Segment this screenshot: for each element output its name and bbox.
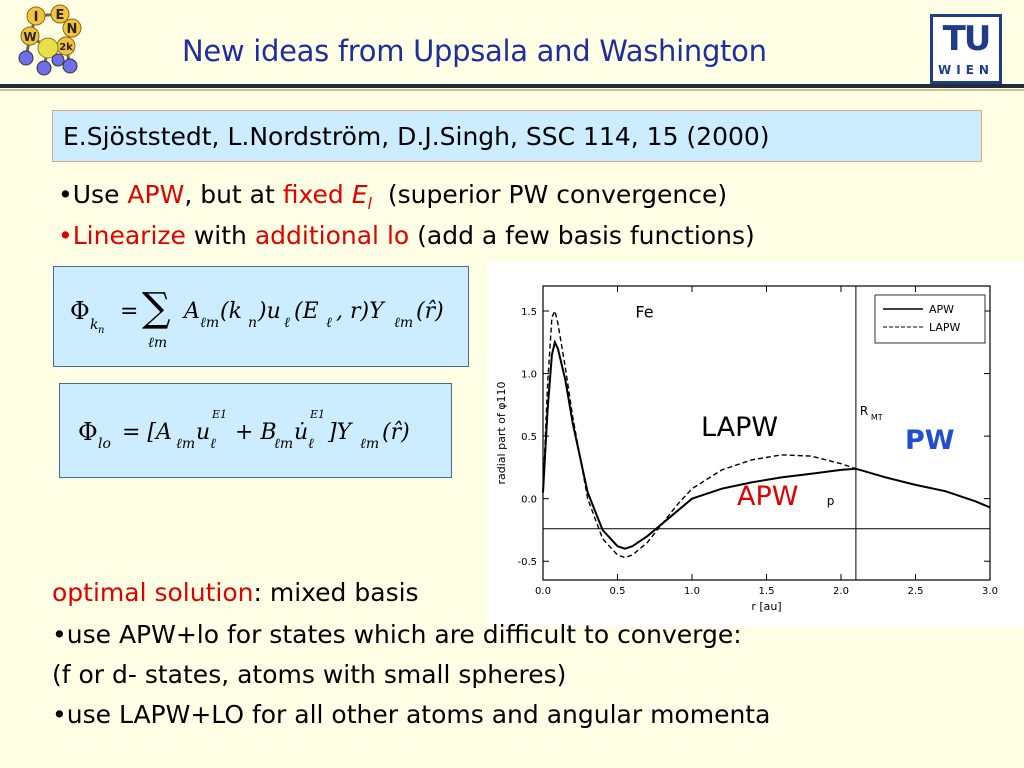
formula-term: , r)Y — [336, 299, 384, 324]
label-pw: PW — [905, 425, 955, 456]
formula-sup: E1 — [212, 408, 228, 421]
bullet-part: additional lo — [254, 221, 410, 250]
y-tick-label: 0.5 — [521, 432, 537, 444]
formula-term: (r̂) — [416, 299, 444, 324]
logo-letter-n: N — [66, 22, 78, 37]
formula-term: ℓ — [326, 315, 332, 331]
rmt-label: R — [859, 403, 869, 418]
formula-term: ℓ — [284, 315, 290, 331]
optimal-solution-red: optimal solution — [52, 578, 254, 607]
formula-apw-basis — [53, 266, 469, 367]
formula-term: ]Y — [328, 420, 352, 445]
bullet-apw-lo: •use APW+lo for states which are difficult to converge: — [52, 620, 742, 649]
formula-term: (E — [294, 299, 319, 324]
y-axis-label: radial part of φ110 — [495, 381, 508, 485]
bullet-part: fixed — [282, 180, 352, 209]
y-tick-label: 1.5 — [521, 307, 537, 319]
formula-eq: = — [120, 299, 139, 324]
x-axis-label: r [au] — [751, 600, 782, 613]
formula-sum-under: ℓm — [148, 335, 168, 351]
logo-letter-2k: 2k — [59, 42, 73, 53]
logo-letter-w: W — [23, 30, 37, 44]
logo-letter-e: E — [55, 8, 65, 23]
formula-phi: Φ — [70, 297, 90, 325]
formula-subsub: n — [98, 325, 105, 336]
title-bar — [0, 0, 1024, 88]
slide-title: New ideas from Uppsala and Washington — [182, 34, 767, 68]
optimal-solution-rest: : mixed basis — [253, 578, 419, 607]
tu-wien-logo — [930, 14, 1002, 84]
bullet-f-d-states: (f or d- states, atoms with small spheres) — [52, 660, 567, 689]
formula-local-orbital — [59, 383, 452, 478]
legend-entry: LAPW — [929, 321, 961, 334]
bullet-part: (add a few basis functions) — [409, 221, 755, 250]
wien2k-logo — [14, 2, 86, 80]
formula-term: + B — [228, 420, 277, 445]
y-tick-label: 1.0 — [521, 369, 537, 381]
bullet-part: l — [367, 194, 372, 213]
logo-letter-i: I — [33, 10, 39, 25]
title-divider-shadow — [0, 89, 1024, 91]
formula-term: ℓm — [274, 436, 294, 452]
formula-phi: Φ — [78, 418, 98, 446]
formula-term: (k — [220, 299, 242, 324]
plot-title-fe: Fe — [635, 302, 654, 322]
bullet-lapw-lo: •use LAPW+LO for all other atoms and angular momenta — [52, 700, 771, 729]
rmt-label-sub: MT — [870, 412, 883, 422]
x-tick-label: 2.0 — [833, 586, 849, 597]
bullet-part: •Linearize — [58, 221, 186, 250]
tu-wien-logo-tu: TU — [942, 19, 990, 59]
x-tick-label: 1.0 — [684, 586, 700, 597]
label-apw: APW — [737, 481, 799, 512]
formula-sub: k — [90, 317, 99, 333]
bullet-part: APW — [127, 180, 185, 209]
x-tick-label: 3.0 — [982, 586, 998, 597]
annotation-p: p — [826, 493, 835, 508]
formula-term: ℓ — [210, 436, 216, 452]
formula-sup: E1 — [310, 408, 326, 421]
bullet-part: •Use — [58, 180, 128, 209]
formula-term: n — [248, 315, 258, 331]
formula-term: ℓm — [200, 315, 220, 331]
formula-term: = [A — [122, 420, 172, 445]
formula-term: )u — [258, 299, 281, 324]
label-lapw: LAPW — [701, 412, 779, 443]
y-tick-label: 0.0 — [521, 494, 537, 506]
citation-box: E.Sjöststedt, L.Nordström, D.J.Singh, SSC 114, 15 (2000) — [52, 110, 982, 162]
formula-term: u — [196, 420, 211, 445]
formula-sum: ∑ — [142, 285, 171, 331]
bullet-part: , but at — [184, 180, 283, 209]
optimal-solution-line — [52, 578, 419, 607]
x-tick-label: 0.5 — [609, 586, 626, 597]
x-tick-label: 2.5 — [907, 586, 924, 597]
formula-term: ℓ — [308, 436, 314, 452]
y-tick-label: -0.5 — [517, 557, 537, 569]
bullet-linearize — [58, 221, 755, 250]
x-tick-label: 1.5 — [758, 586, 775, 597]
tu-wien-logo-wien: WIEN — [938, 63, 994, 77]
formula-term: ℓm — [176, 436, 196, 452]
formula-term: (r̂) — [382, 420, 410, 445]
bullet-part: with — [185, 221, 255, 250]
bullet-part: (superior PW convergence) — [371, 180, 728, 209]
bullet-part: E — [351, 180, 368, 209]
legend-entry: APW — [929, 303, 955, 316]
series-line-lapw — [543, 311, 856, 558]
formula-sub: lo — [98, 436, 111, 452]
formula-term: A — [184, 299, 200, 324]
x-tick-label: 0.0 — [535, 586, 551, 597]
formula-term: u̇ — [294, 420, 309, 445]
bullet-use-apw — [58, 180, 727, 213]
title-divider — [0, 84, 1024, 88]
formula-term: ℓm — [360, 436, 380, 452]
formula-term: ℓm — [394, 315, 414, 331]
